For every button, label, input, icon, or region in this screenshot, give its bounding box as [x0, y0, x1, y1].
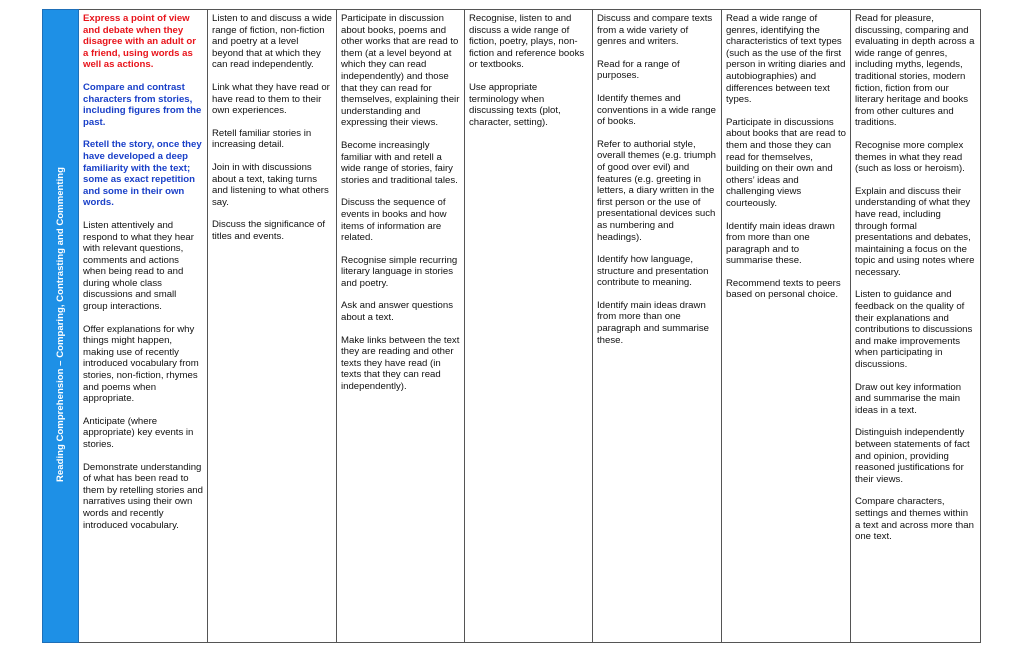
objective-text: Identify main ideas drawn from more than one paragraph and summarise these.	[597, 299, 709, 346]
curriculum-table-wrapper	[42, 9, 980, 643]
objective-text: Discuss the sequence of events in books and how items of information are related.	[341, 197, 447, 244]
objective-text: Discuss the significance of titles and events.	[212, 219, 326, 242]
column-eyfs	[79, 10, 208, 643]
objective-text: Retell the story, once they have developed a deep familiarity with the text; some as exact repetition and some in their own words.	[83, 139, 202, 209]
objective-text: Recognise, listen to and discuss a wide range of fiction, poetry, plays, non-fiction and reference books or textbooks.	[469, 13, 585, 71]
objective-text: Compare and contrast characters from stories, including figures from the past.	[83, 81, 202, 128]
objective-text: Explain and discuss their understanding of what they have read, including through formal presentations and debates, maintaining a focus on the topic and using notes where necessary.	[855, 185, 975, 278]
objective-text: Discuss and compare texts from a wide variety of genres and writers.	[597, 13, 713, 48]
objective-text: Distinguish independently between statements of fact and opinion, providing reasoned justifications for their views.	[855, 427, 970, 485]
objective-text: Identify how language, structure and presentation contribute to meaning.	[597, 254, 709, 289]
objective-text: Demonstrate understanding of what has been read to them by retelling stories and narratives using their own words and recently introduced vocabulary.	[83, 461, 203, 531]
objective-text: Listen attentively and respond to what they hear with relevant questions, comments and actions when being read to and during whole class discussions and small group interactions.	[83, 219, 194, 313]
column-year-4	[593, 10, 722, 643]
objective-text: Ask and answer questions about a text.	[341, 300, 453, 324]
objective-text: Anticipate (where appropriate) key events in stories.	[83, 415, 194, 450]
side-heading-label: Reading Comprehension – Comparing, Contrasting and Commenting	[54, 166, 66, 482]
column-year-1	[208, 10, 337, 643]
objective-text: Draw out key information and summarise the main ideas in a text.	[855, 381, 962, 416]
objective-text: Refer to authorial style, overall themes (e.g. triumph of good over evil) and features (e.g. greeting in letters, a diary written in the first person or the use of presentational devices such as numbering and headings).	[597, 138, 716, 243]
side-heading-cell	[43, 10, 79, 643]
objective-text: Recognise more complex themes in what they read (such as loss or heroism).	[855, 139, 965, 175]
objective-text: Retell familiar stories in increasing detail.	[212, 127, 312, 151]
objective-text: Use appropriate terminology when discussing texts (plot, character, setting).	[469, 81, 561, 128]
column-year-6	[851, 10, 981, 643]
objective-text: Recognise simple recurring literary language in stories and poetry.	[341, 254, 458, 289]
column-year-5	[722, 10, 851, 643]
curriculum-table	[42, 9, 981, 643]
objective-text: Participate in discussion about books, poems and other works that are read to them (at a level beyond at which they can read independently) and those that they can read for themselves, explaining their understanding and expressing their views.	[341, 13, 460, 129]
objective-text: Participate in discussions about books that are read to them and those they can read for themselves, building on their own and others’ ideas and challenging views courteously.	[726, 116, 847, 209]
objective-text: Link what they have read or have read to them to their own experiences.	[212, 81, 330, 117]
objective-text: Identify themes and conventions in a wide range of books.	[597, 92, 716, 128]
objective-text: Join in with discussions about a text, taking turns and listening to what others say.	[212, 161, 329, 208]
objective-text: Become increasingly familiar with and retell a wide range of stories, fairy stories and traditional tales.	[341, 139, 458, 186]
objective-text: Express a point of view and debate when they disagree with an adult or a friend, using words as well as actions.	[83, 13, 197, 71]
objective-text: Make links between the text they are reading and other texts they have read (in texts that they can read independently).	[341, 334, 460, 393]
objective-text: Offer explanations for why things might happen, making use of recently introduced vocabulary from stories, non-fiction, rhymes and poems when appropriate.	[83, 323, 199, 405]
objective-text: Read a wide range of genres, identifying the characteristics of text types (such as the use of the first person in writing diaries and autobiographies) and differences between text types.	[726, 13, 846, 106]
objective-text: Read for pleasure, discussing, comparing and evaluating in depth across a wide range of genres, including myths, legends, traditional stories, modern fiction, fiction from our literary heritage and books from other cultures and traditions.	[855, 13, 975, 129]
objective-text: Listen to and discuss a wide range of fiction, non-fiction and poetry at a level beyond that at which they can read independently.	[212, 13, 332, 71]
column-year-2	[337, 10, 465, 643]
objective-text: Listen to guidance and feedback on the quality of their explanations and contributions to discussions and make improvements when participating in discussions.	[855, 289, 973, 371]
column-year-3	[465, 10, 593, 643]
objective-text: Identify main ideas drawn from more than one paragraph and to summarise these.	[726, 220, 835, 267]
curriculum-row	[43, 10, 981, 643]
objective-text: Read for a range of purposes.	[597, 58, 680, 82]
objective-text: Compare characters, settings and themes within a text and across more than one text.	[855, 496, 974, 543]
objective-text: Recommend texts to peers based on personal choice.	[726, 277, 841, 301]
